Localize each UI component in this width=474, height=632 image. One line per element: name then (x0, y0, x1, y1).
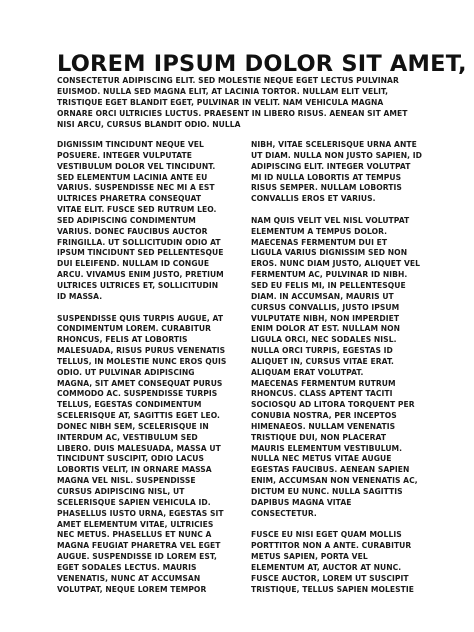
intro-paragraph: CONSECTETUR ADIPISCING ELIT. SED MOLESTIE NEQUE EGET LECTUS PULVINAR EUISMOD. NULLA SED MAGNA ELIT, AT LACINIA TORTOR. NULLAM ELIT VELIT, TRISTIQUE EGET BLANDIT EGET, PULVINAR IN VELIT. NAM VEHICULA MAGNA ORNARE ORCI ULTRICIES LUCTUS. PRAESENT IN LIBERO RISUS. AENEAN SIT AMET NISI ARCU, CURSUS BLANDIT ODIO. NULLA (57, 76, 408, 129)
left-paragraph-2: SUSPENDISSE QUIS TURPIS AUGUE, AT CONDIMENTUM LOREM. CURABITUR RHONCUS, FELIS AT LOBORTIS MALESUADA, RISUS PURUS VENENATIS TELLUS, IN MOLESTIE NUNC EROS QUIS ODIO. UT PULVINAR ADIPISCING MAGNA, SIT AMET CONSEQUAT PURUS COMMODO AC. SUSPENDISSE TURPIS TELLUS, EGESTAS CONDIMENTUM SCELERISQUE AT, SAGITTIS EGET LEO. DONEC NIBH SEM, SCELERISQUE IN INTERDUM AC, VESTIBULUM SED LIBERO. DUIS MALESUADA, MASSA UT TINCIDUNT SUSCIPIT, ODIO LACUS LOBORTIS VELIT, IN ORNARE MASSA MAGNA VEL NISL. SUSPENDISSE CURSUS ADIPISCING NISL, UT SCELERISQUE SAPIEN VEHICULA ID. PHASELLUS IUSTO URNA, EGESTAS SIT AMET ELEMENTUM VITAE, ULTRICIES NEC METUS. PHASELLUS ET NUNC A MAGNA FEUGIAT PHARETRA VEL EGET AUGUE. SUSPENDISSE ID LOREM EST, EGET SODALES LECTUS. MAURIS VENENATIS, NUNC AT ACCUMSAN VOLUTPAT, NEQUE LOREM TEMPOR (57, 313, 227, 594)
left-column (57, 140, 232, 606)
right-paragraph-2: NAM QUIS VELIT VEL NISL VOLUTPAT ELEMENTUM A TEMPUS DOLOR. MAECENAS FERMENTUM DUI ET LIGULA VARIUS DIGNISSIM SED NON EROS. NUNC DIAM JUSTO, ALIQUET VEL FERMENTUM AC, PULVINAR ID NIBH. SED EU FELIS MI, IN PELLENTESQUE DIAM. IN ACCUMSAN, MAURIS UT CURSUS CONVALLIS, JUSTO IPSUM VULPUTATE NIBH, NON IMPERDIET ENIM DOLOR AT EST. NULLAM NON LIGULA ORCI, NEC SODALES NISL. NULLA ORCI TURPIS, EGESTAS ID ALIQUET IN, CURSUS VITAE ERAT. ALIQUAM ERAT VOLUTPAT. MAECENAS FERMENTUM RUTRUM RHONCUS. CLASS APTENT TACITI SOCIOSQU AD LITORA TORQUENT PER CONUBIA NOSTRA, PER INCEPTOS HIMENAEOS. NULLAM VENENATIS TRISTIQUE DUI, NON PLACERAT MAURIS ELEMENTUM VESTIBULUM. NULLA NEC METUS VITAE AUGUE EGESTAS FAUCIBUS. AENEAN SAPIEN ENIM, ACCUMSAN NON VENENATIS AC, DICTUM EU NUNC. NULLA SAGITTIS DAPIBUS MAGNA VITAE CONSECTETUR. (251, 215, 421, 518)
right-paragraph-3: FUSCE EU NISI EGET QUAM MOLLIS PORTTITOR NON A ANTE. CURABITUR METUS SAPIEN, PORTA VEL ELEMENTUM AT, AUCTOR AT NUNC. FUSCE AUCTOR, LOREM UT SUSCIPIT TRISTIQUE, TELLUS SAPIEN MOLESTIE (251, 530, 414, 594)
left-paragraph-1: DIGNISSIM TINCIDUNT NEQUE VEL POSUERE. INTEGER VULPUTATE VESTIBULUM DOLOR VEL TINCIDUNT. SED ELEMENTUM LACINIA ANTE EU VARIUS. SUSPENDISSE NEC MI A EST ULTRICES PHARETRA CONSEQUAT VITAE ELIT. FUSCE SED RUTRUM LEO. SED ADIPISCING CONDIMENTUM VARIUS. DONEC FAUCIBUS AUCTOR FRINGILLA. UT SOLLICITUDIN ODIO AT IPSUM TINCIDUNT SED PELLENTESQUE DUI ELEIFEND. NULLAM ID CONGUE ARCU. VIVAMUS ENIM JUSTO, PRETIUM ULTRICES ULTRICES ET, SOLLICITUDIN ID MASSA. (57, 140, 224, 301)
right-paragraph-1: NIBH, VITAE SCELERISQUE URNA ANTE UT DIAM. NULLA NON JUSTO SAPIEN, ID ADIPISCING ELIT. INTEGER VOLUTPAT MI ID NULLA LOBORTIS AT TEMPUS RISUS SEMPER. NULLAM LOBORTIS CONVALLIS EROS ET VARIUS. (251, 140, 423, 204)
page-title: LOREM IPSUM DOLOR SIT AMET, (57, 51, 467, 77)
right-column (251, 140, 426, 606)
